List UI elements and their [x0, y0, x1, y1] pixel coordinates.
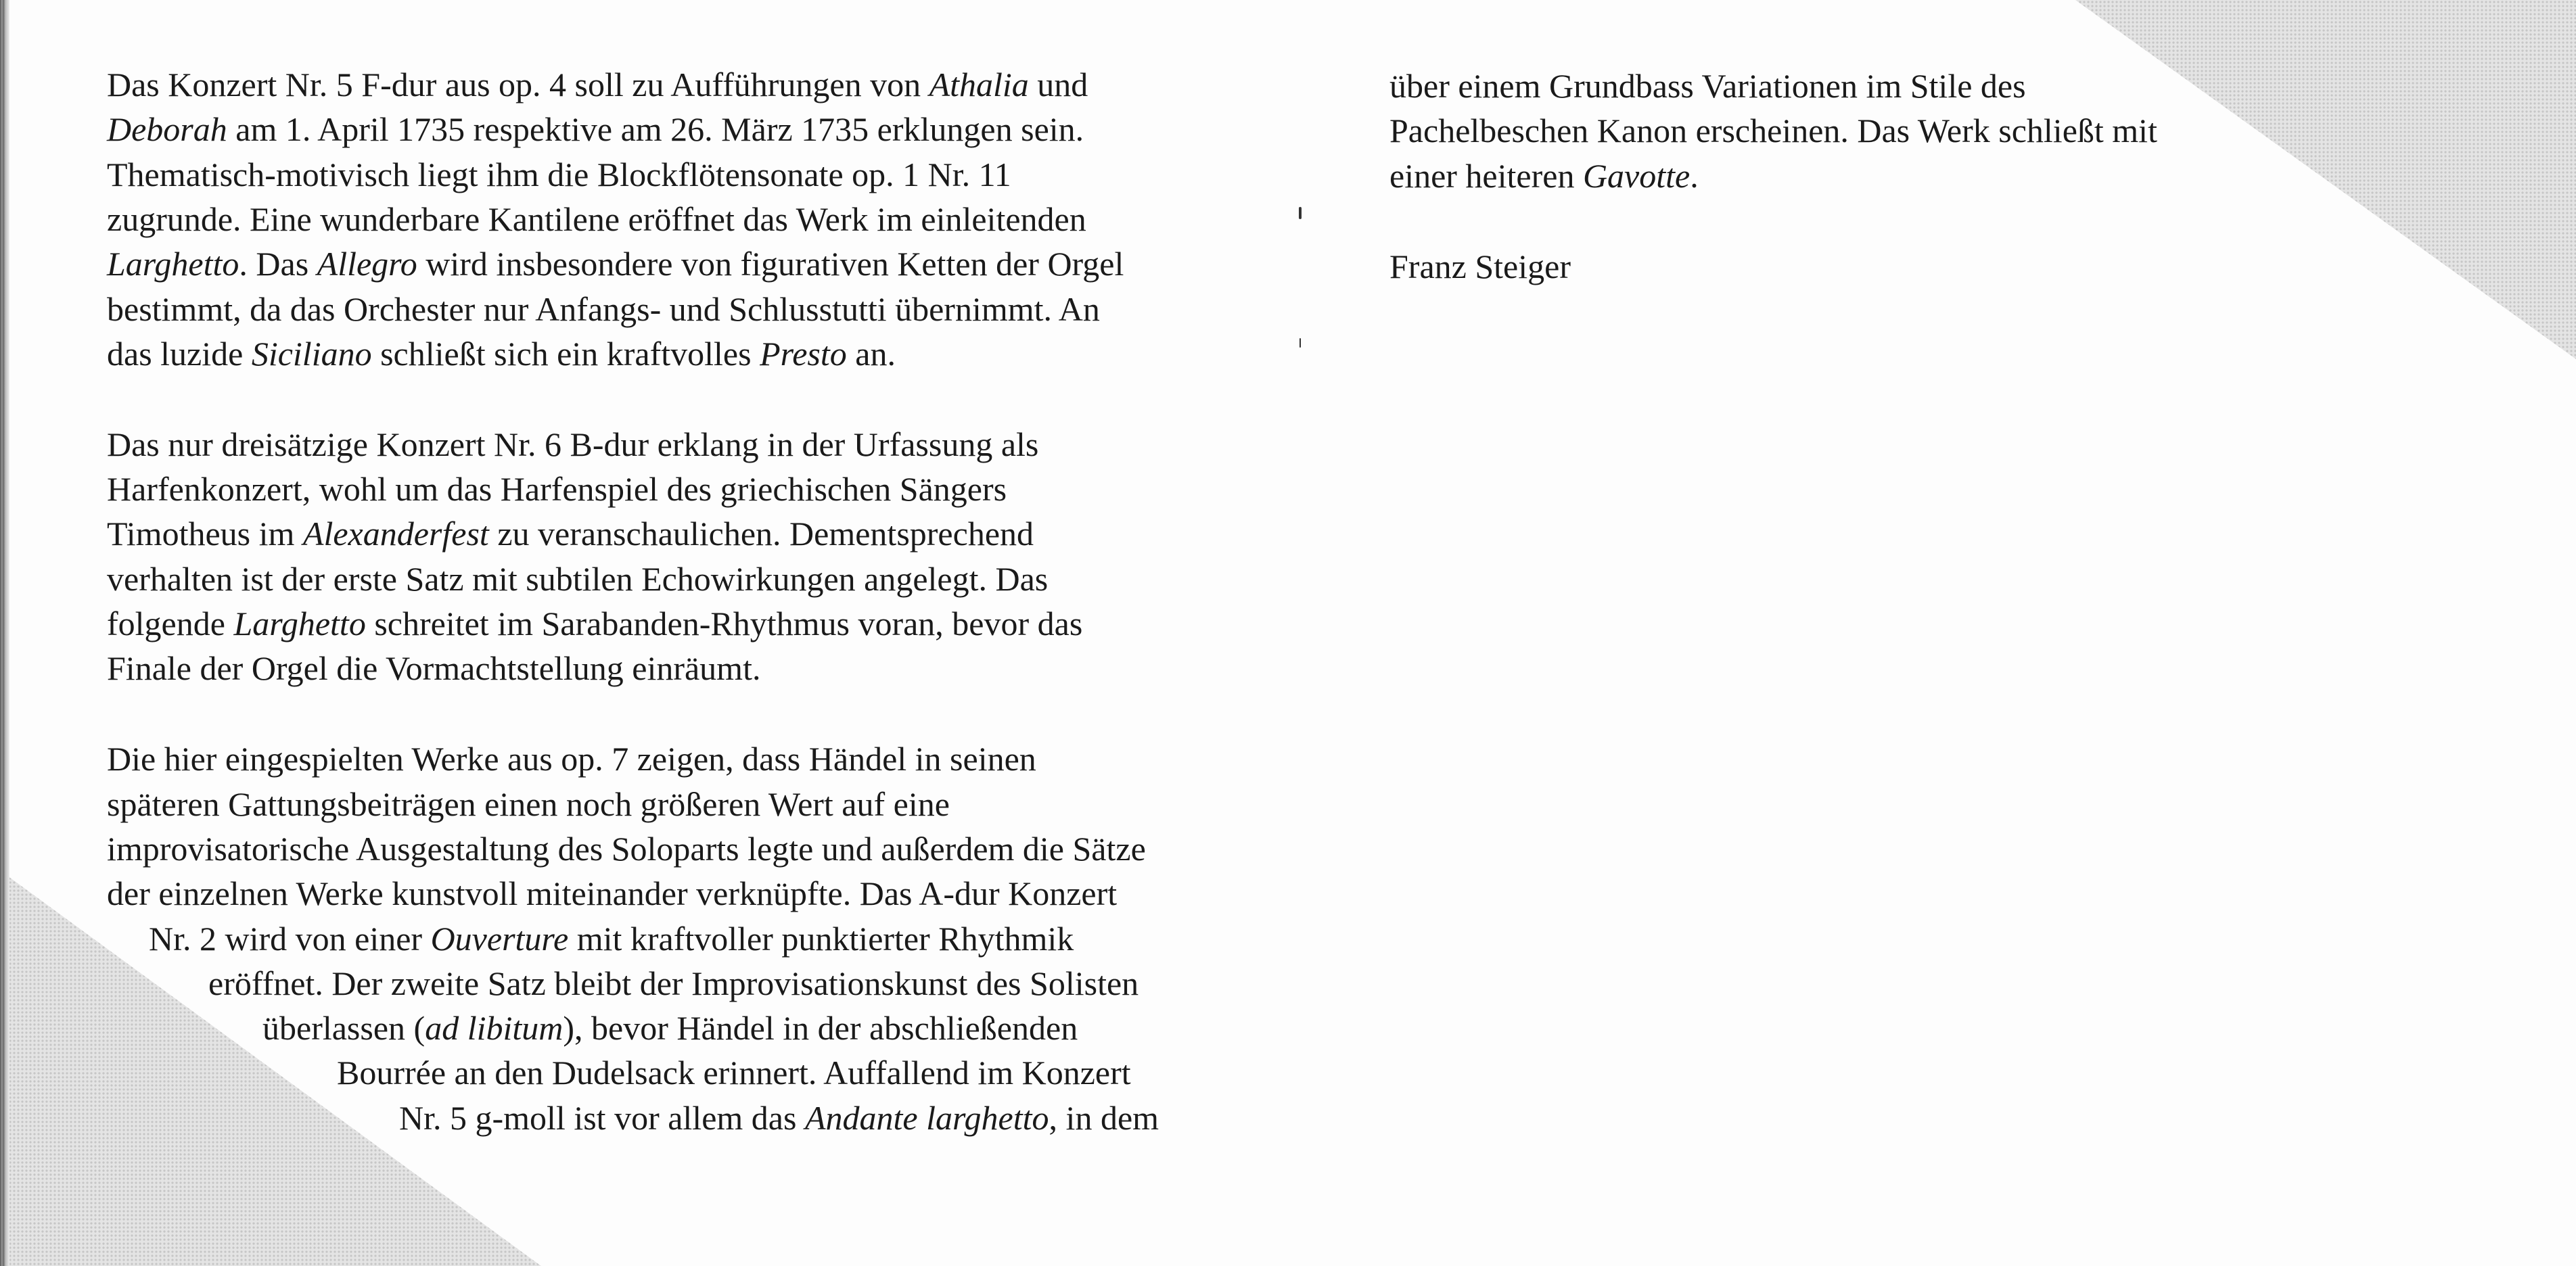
text-line [1389, 247, 1571, 285]
spine-mark [1300, 338, 1301, 348]
text-segment: einer heiteren [1389, 156, 1583, 195]
italic-text: Gavotte [1582, 156, 1690, 195]
italic-text: Alexanderfest [302, 515, 489, 553]
text-segment: schreitet im Sarabanden-Rhythmus voran, bevor das [365, 605, 1083, 642]
italic-text: Larghetto [107, 245, 239, 283]
text-segment: späteren Gattungsbeiträgen einen noch größeren Wert auf eine [107, 784, 950, 823]
text-segment: eröffnet. Der zweite Satz bleibt der Improvisationskunst des Solisten [208, 964, 1139, 1002]
text-segment: schließt sich ein kraftvolles [371, 334, 760, 373]
text-segment: Die hier eingespielten Werke aus op. 7 zeigen, dass Händel in seinen [107, 740, 1036, 778]
text-segment: Thematisch-motivisch liegt ihm die Blockflötensonate op. 1 Nr. 11 [107, 155, 1011, 193]
text-segment: Franz Steiger [1389, 247, 1571, 285]
italic-text: Presto [760, 334, 847, 373]
text-line [107, 68, 1088, 101]
text-segment: . [1690, 156, 1699, 195]
text-segment: wird insbesondere von figurativen Ketten der Orgel [417, 245, 1124, 283]
text-line [149, 919, 1074, 958]
text-line [107, 110, 1084, 149]
italic-text: Athalia [929, 66, 1029, 103]
text-segment: am 1. April 1735 respektive am 26. März 1735 erklungen sein. [227, 110, 1084, 149]
italic-text: ad libitum [425, 1009, 564, 1048]
text-line [107, 784, 950, 823]
text-line [1389, 112, 2157, 150]
text-line [107, 470, 1007, 509]
text-segment: Pachelbeschen Kanon erscheinen. Das Werk schließt mit [1389, 112, 2157, 150]
text-line [337, 1054, 1131, 1092]
text-line [1389, 156, 1699, 195]
text-line [208, 966, 1138, 1000]
text-segment: folgende [107, 605, 234, 642]
italic-text: Ouverture [430, 919, 569, 958]
text-segment: zugrunde. Eine wunderbare Kantilene eröffnet das Werk im einleitenden [107, 200, 1086, 238]
binding-edge [0, 0, 9, 1266]
gray-triangle-top-right [2075, 0, 2576, 359]
text-segment: Timotheus im [107, 515, 303, 553]
text-line [399, 1098, 1159, 1137]
text-line [107, 427, 1038, 461]
text-line [107, 334, 896, 373]
text-segment: Nr. 2 wird von einer [149, 919, 431, 958]
text-line [107, 155, 1011, 193]
italic-text: Siciliano [251, 334, 372, 373]
text-line [107, 874, 1118, 913]
text-segment: Finale der Orgel die Vormachtstellung einräumt. [107, 649, 761, 688]
text-line [107, 742, 1036, 776]
text-segment: Das Konzert Nr. 5 F-dur aus op. 4 soll zu Aufführungen von [107, 66, 929, 103]
italic-text: Allegro [317, 245, 417, 283]
text-line [107, 247, 1124, 281]
text-segment: der einzelnen Werke kunstvoll miteinander verknüpfte. Das A-dur Konzert [107, 874, 1118, 913]
italic-text: Deborah [107, 110, 227, 149]
text-segment: , in dem [1049, 1098, 1159, 1137]
text-line [107, 202, 1086, 236]
text-segment: mit kraftvoller punktierter Rhythmik [568, 919, 1074, 958]
text-segment: über einem Grundbass Variationen im Stile des [1389, 67, 2026, 105]
text-segment: bestimmt, da das Orchester nur Anfangs- und Schlusstutti übernimmt. An [107, 289, 1100, 328]
italic-text: Larghetto [233, 605, 366, 642]
text-segment: improvisatorische Ausgestaltung des Soloparts legte und außerdem die Sätze [107, 829, 1146, 868]
spine-mark [1299, 207, 1302, 219]
text-segment: Nr. 5 g-moll ist vor allem das [399, 1098, 805, 1137]
text-segment: zu veranschaulichen. Dementsprechend [488, 515, 1034, 553]
text-line [107, 607, 1082, 640]
text-segment: verhalten ist der erste Satz mit subtilen Echowirkungen angelegt. Das [107, 559, 1049, 598]
text-segment: das luzide [107, 334, 252, 373]
text-segment: Harfenkonzert, wohl um das Harfenspiel des griechischen Sängers [107, 470, 1007, 509]
text-line [107, 649, 761, 688]
text-line [107, 515, 1034, 553]
text-segment: Das nur dreisätzige Konzert Nr. 6 B-dur erklang in der Urfassung als [107, 425, 1039, 463]
text-line [262, 1009, 1078, 1048]
italic-text: Andante larghetto [804, 1098, 1049, 1137]
text-line [107, 829, 1146, 868]
text-segment: . Das [239, 245, 317, 283]
text-segment: und [1028, 66, 1088, 103]
text-line [107, 559, 1049, 598]
text-line [107, 289, 1100, 328]
text-segment: überlassen ( [262, 1009, 426, 1048]
text-segment: ), bevor Händel in der abschließenden [563, 1009, 1078, 1048]
text-line [1389, 69, 2026, 103]
text-segment: Bourrée an den Dudelsack erinnert. Auffallend im Konzert [337, 1054, 1131, 1092]
text-segment: an. [846, 334, 896, 373]
